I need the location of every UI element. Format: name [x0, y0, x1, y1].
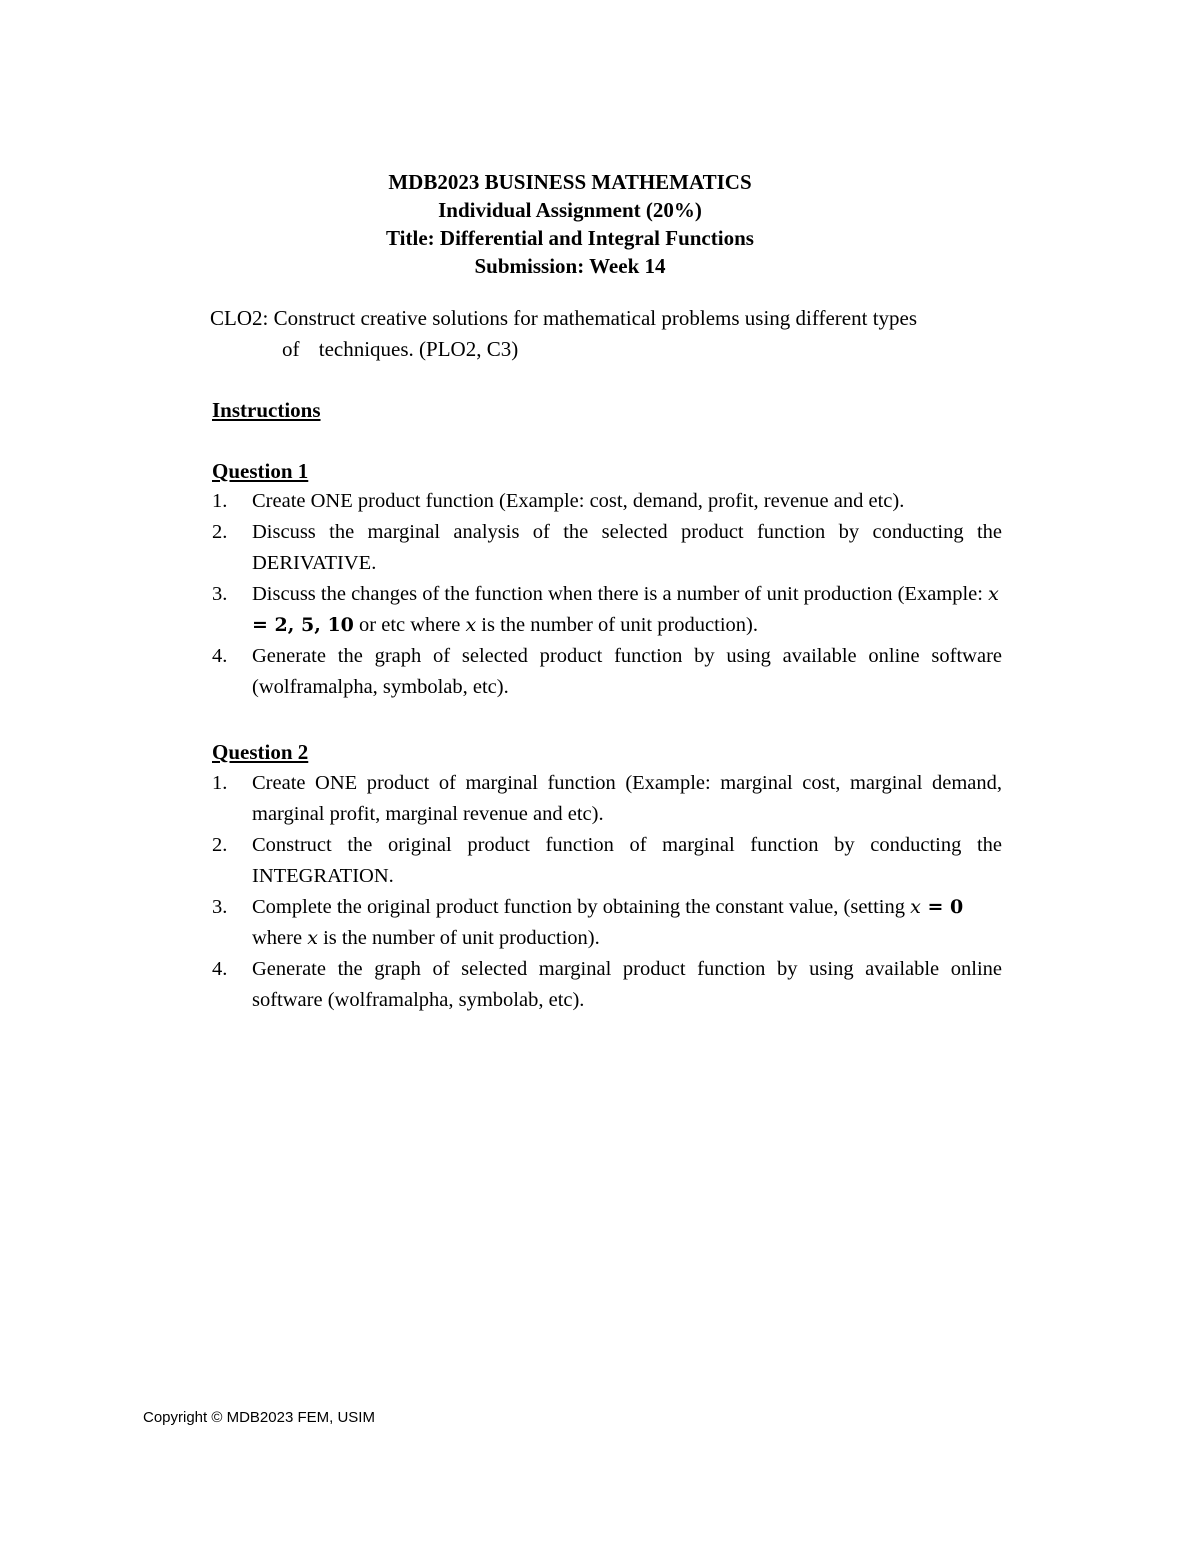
math-variable-x: x	[910, 896, 921, 918]
question-2-heading: Question 2	[212, 740, 309, 764]
math-value: 0	[950, 896, 964, 918]
instructions-heading: Instructions	[212, 398, 321, 422]
item-text: Discuss the changes of the function when there is a number of unit production (Example:	[252, 583, 989, 605]
assignment-label: Individual Assignment (20%)	[438, 198, 702, 222]
item-text: Construct the original product function of marginal function by conducting the INTEGRATION.	[252, 834, 1002, 887]
item-text: Complete the original product function by obtaining the constant value, (setting	[252, 896, 911, 918]
item-text: where	[252, 927, 308, 949]
submission-info: Submission: Week 14	[474, 254, 666, 278]
question-1-heading: Question 1	[212, 459, 309, 483]
item-number: 1.	[212, 490, 228, 512]
math-equals: =	[252, 614, 275, 636]
clo-techniques: techniques. (PLO2, C3)	[318, 337, 519, 361]
math-values: 2, 5, 10	[274, 614, 354, 636]
item-number: 4.	[212, 958, 228, 980]
item-text: Create ONE product function (Example: cost, demand, profit, revenue and etc).	[252, 490, 905, 512]
math-equals: =	[920, 896, 951, 918]
item-text: is the number of unit production).	[317, 927, 600, 949]
list-item	[212, 517, 1002, 579]
list-item	[212, 579, 1002, 641]
assignment-title: Title: Differential and Integral Functions	[386, 226, 754, 250]
list-item	[212, 486, 1002, 517]
item-text: Generate the graph of selected product function by using available online software (wolframalpha, symbolab, etc).	[252, 645, 1002, 698]
question-2-list	[212, 768, 1002, 1016]
item-number: 2.	[212, 834, 228, 856]
item-number: 3.	[212, 896, 228, 918]
math-variable-x: x	[988, 583, 999, 605]
item-text: Discuss the marginal analysis of the selected product function by conducting the DERIVATIVE.	[252, 521, 1002, 574]
item-text: or etc where	[353, 614, 466, 636]
clo-of-word: of	[282, 337, 300, 361]
list-item	[212, 830, 1002, 892]
item-number: 4.	[212, 645, 228, 667]
list-item	[212, 954, 1002, 1016]
item-text: Create ONE product of marginal function (Example: marginal cost, marginal demand, marginal profit, marginal revenue and etc).	[252, 772, 1002, 825]
item-text: Generate the graph of selected marginal product function by using available online software (wolframalpha, symbolab, etc).	[252, 958, 1002, 1011]
list-item	[212, 768, 1002, 830]
item-text: is the number of unit production).	[476, 614, 758, 636]
clo-line-1: CLO2: Construct creative solutions for mathematical problems using different types	[210, 306, 918, 330]
course-learning-outcome	[210, 304, 1010, 363]
question-1-list	[212, 486, 1002, 703]
math-variable-x: x	[465, 614, 477, 636]
list-item	[212, 641, 1002, 703]
list-item	[212, 892, 1002, 954]
document-header	[0, 168, 1140, 280]
item-number: 3.	[212, 583, 228, 605]
item-number: 1.	[212, 772, 228, 794]
math-variable-x: x	[307, 927, 318, 949]
course-title: MDB2023 BUSINESS MATHEMATICS	[388, 170, 752, 194]
clo-line-2	[210, 335, 1010, 363]
item-number: 2.	[212, 521, 228, 543]
copyright-footer: Copyright © MDB2023 FEM, USIM	[143, 1409, 375, 1426]
